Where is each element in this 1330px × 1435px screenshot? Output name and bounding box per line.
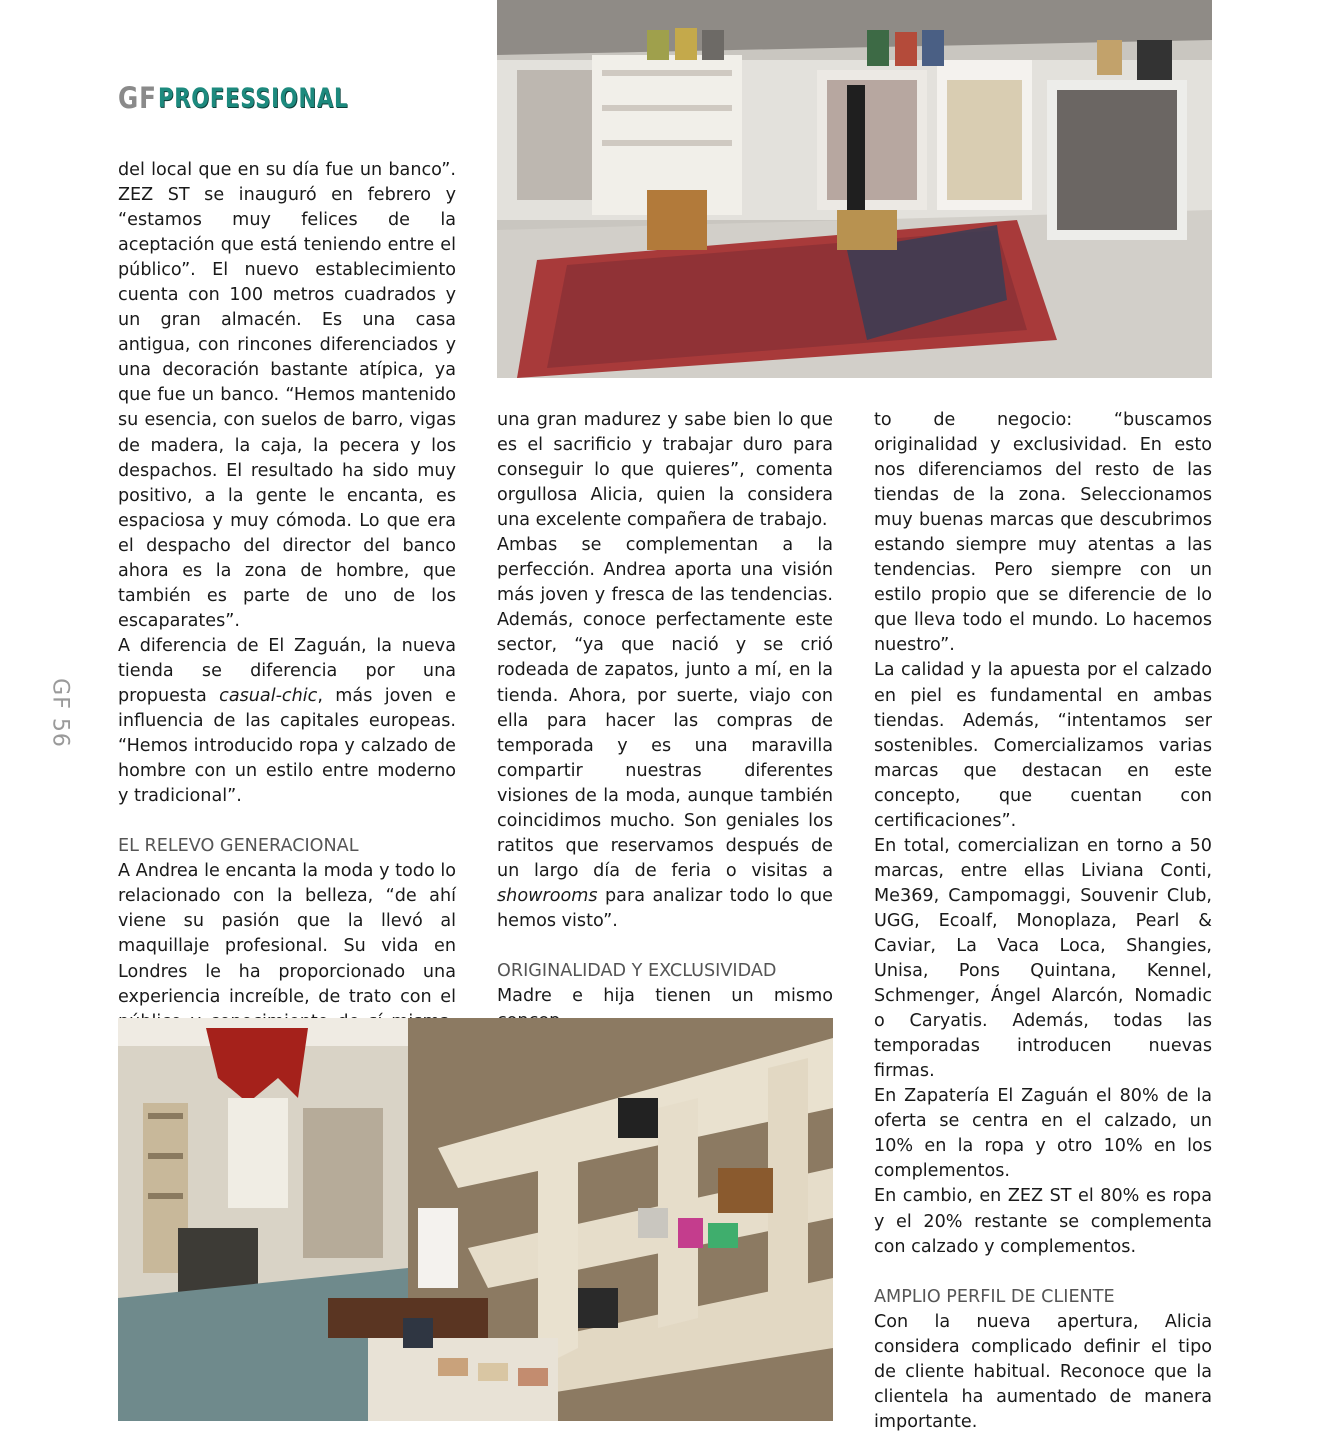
column-1-italic-term: casual-chic	[219, 685, 318, 706]
column-1-paragraph-2-tail: , más joven e influencia de las capitales europeas. “Hemos introducido ropa y calzado de hombre con un estilo entre moderno y tradicional”.	[118, 685, 456, 807]
shoe-shop-shelves-photo	[118, 1018, 833, 1421]
column-2-italic-term: showrooms	[497, 885, 598, 906]
column-1-paragraph-2	[118, 634, 456, 809]
section-heading-relevo: EL RELEVO GENERACIONAL	[118, 836, 359, 857]
article-column-2	[497, 408, 833, 1034]
page-number	[47, 678, 73, 748]
column-3-paragraph-2: La calidad y la apuesta por el calzado en piel es fundamental en ambas tiendas. Además, “intentamos ser sostenibles. Comercializamos varias marcas que destacan en este concepto, que cuentan con certificaciones”.	[874, 660, 1212, 831]
masthead-brand: GF	[118, 81, 157, 115]
column-1-paragraph-2-lead: A diferencia de El Zaguán, la nueva tienda se diferencia por una propuesta	[118, 635, 456, 706]
column-3-paragraph-6: Con la nueva apertura, Alicia considera complicado definir el tipo de cliente habitual. Reconoce que la clientela ha aumentado de manera importante.	[874, 1311, 1212, 1432]
column-2-paragraph-3: Madre e hija tienen un mismo	[497, 986, 833, 1007]
masthead-section: PROFESSIONAL	[158, 82, 349, 114]
column-1-paragraph-3: A Andrea le encanta la moda y todo lo relacionado con la belleza, “de ahí viene su pasión que la llevó al maquillaje profesional. Su vida en Londres le ha proporcionado una experiencia increíble, de trato con el	[118, 861, 456, 1007]
page-number-text: GF 56	[47, 678, 73, 748]
column-1-paragraph-1: del local que en su día fue un banco”. ZEZ ST se inauguró en febrero y “estamos muy felices de la aceptación que está teniendo entre el público”. El nuevo establecimiento cuenta con 100 metros cuadrados y un gran almacén. Es una casa antigua, con rincones diferenciados y una decoración bastante atípica, ya que fue un banco. “Hemos mantenido su esencia, con suelos de barro, vigas de madera, la caja, la pecera y los despachos. El resultado ha sido muy positivo, a la gente le encanta, es espaciosa y muy cómoda. Lo que era el despacho del director del banco ahora es la zona de hombre, que también es parte de uno de los escaparates”.	[118, 160, 456, 631]
column-2-paragraph-2-tail: para analizar todo lo que hemos visto”.	[497, 885, 833, 931]
column-3-paragraph-4: En Zapatería El Zaguán el 80% de la oferta se centra en el calzado, un 10% en la ropa y otro 10% en los complementos.	[874, 1086, 1212, 1182]
article-column-1	[118, 158, 456, 1060]
column-2-paragraph-2-lead: Ambas se complementan a la perfección. Andrea aporta una visión más joven y fresca de las tendencias. Además, conoce perfectamente este sector, “ya que nació y se crió rodeada de zapatos, junto a mí, en la tienda. Ahora, por suerte, viajo con ella para hacer las compras de temporada y es una maravilla compartir nuestras diferentes visiones de la moda, aunque también coincidimos mucho. Son geniales los ratitos que reservamos después de un largo día de feria o visitas a	[497, 535, 833, 881]
column-3-paragraph-5: En cambio, en ZEZ ST el 80% es ropa y el 20% restante se complementa con calzado y complementos.	[874, 1186, 1212, 1257]
article-column-3	[874, 408, 1212, 1435]
section-heading-cliente: AMPLIO PERFIL DE CLIENTE	[874, 1286, 1115, 1307]
column-3-paragraph-1: to de negocio: “buscamos originalidad y exclusividad. En esto nos diferenciamos del resto de las tiendas de la zona. Seleccionamos muy buenas marcas que descubrimos estando siempre muy atentas a las tendencias. Pero siempre con un estilo propio que se diferencie de lo que lleva todo el mundo. Lo hacemos nuestro”.	[874, 410, 1212, 656]
column-3-paragraph-3: En total, comercializan en torno a 50 marcas, entre ellas Liviana Conti, Me369, Campomaggi, Souvenir Club, UGG, Ecoalf, Monoplaza, Pearl & Caviar, La Vaca Loca, Shangies, Unisa, Pons Quintana, Kennel, Schmenger, Ángel Alarcón, Nomadic o Caryatis. Además, todas las temporadas introducen nuevas firmas.	[874, 835, 1212, 1082]
column-2-paragraph-1: una gran madurez y sabe bien lo que es el sacrificio y trabajar duro para conseguir lo que quieres”, comenta orgullosa Alicia, quien la considera una excelente compañera de trabajo.	[497, 410, 833, 531]
column-2-paragraph-2	[497, 533, 833, 934]
masthead	[118, 78, 402, 118]
boutique-interior-photo	[497, 0, 1212, 378]
section-heading-originalidad: ORIGINALIDAD Y EXCLUSIVIDAD	[497, 961, 777, 982]
